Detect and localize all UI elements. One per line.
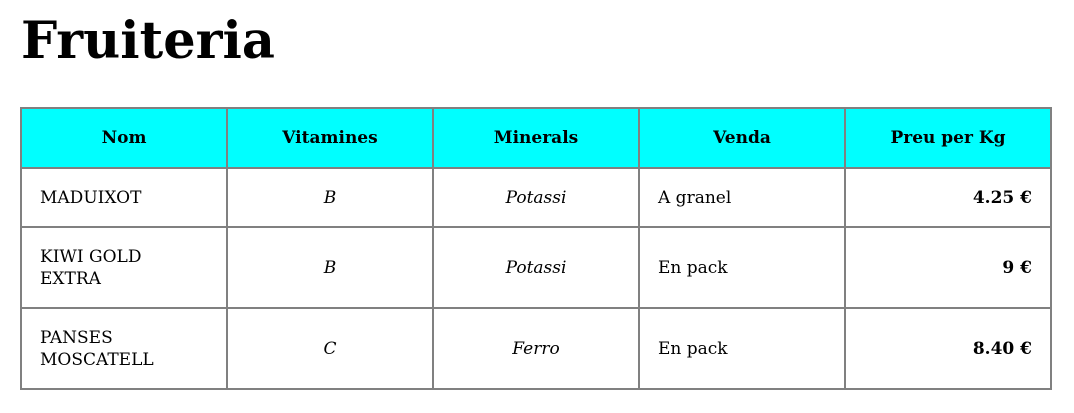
fruit-table <box>20 107 1052 390</box>
cell-name <box>21 168 227 227</box>
cell-minerals: Ferro <box>433 308 639 389</box>
table-header-row <box>21 108 1051 168</box>
table-row <box>21 227 1051 308</box>
cell-minerals: Potassi <box>433 168 639 227</box>
column-header-vitamins: Vitamines <box>227 108 433 168</box>
table-row <box>21 308 1051 389</box>
cell-vitamins: B <box>227 168 433 227</box>
fruit-name: MADUIXOT <box>40 187 142 208</box>
table-row <box>21 168 1051 227</box>
cell-price: 9 € <box>845 227 1051 308</box>
cell-price: 4.25 € <box>845 168 1051 227</box>
cell-sale: A granel <box>639 168 845 227</box>
cell-vitamins: B <box>227 227 433 308</box>
cell-minerals: Potassi <box>433 227 639 308</box>
cell-sale: En pack <box>639 308 845 389</box>
page-title: Fruiteria <box>21 11 275 71</box>
fruit-name: PANSES MOSCATELL <box>40 327 154 370</box>
fruit-name: KIWI GOLD EXTRA <box>40 246 142 289</box>
cell-sale: En pack <box>639 227 845 308</box>
cell-price: 8.40 € <box>845 308 1051 389</box>
cell-vitamins: C <box>227 308 433 389</box>
column-header-name: Nom <box>21 108 227 168</box>
column-header-price: Preu per Kg <box>845 108 1051 168</box>
cell-name <box>21 227 227 308</box>
column-header-minerals: Minerals <box>433 108 639 168</box>
column-header-sale: Venda <box>639 108 845 168</box>
cell-name <box>21 308 227 389</box>
